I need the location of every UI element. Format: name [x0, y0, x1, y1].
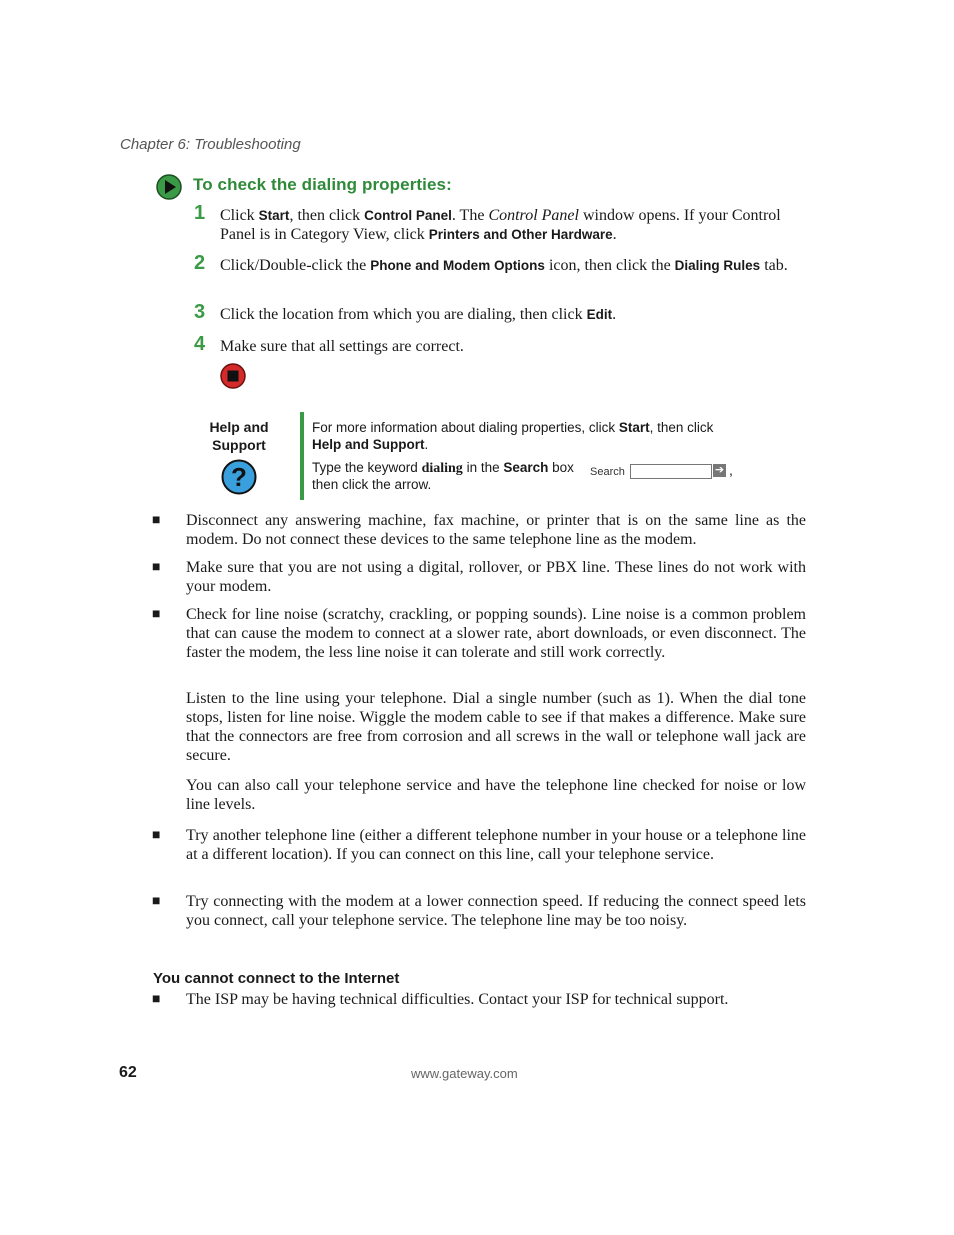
stop-icon	[220, 363, 246, 389]
search-label: Search	[590, 466, 625, 478]
page-number: 62	[119, 1064, 137, 1081]
step-text: Click Start, then click Control Panel. The Control Panel window opens. If your Control Panel is in Category View, click Printers and Other Hardware.	[220, 207, 781, 243]
step-number: 4	[194, 333, 206, 355]
step-number: 3	[194, 301, 206, 323]
bullet-icon: ■	[152, 894, 161, 909]
list-item: Check for line noise (scratchy, crackling, or popping sounds). Line noise is a common problem that can cause the modem to connect at a slower rate, abort downloads, or even disconnect. The faster the modem, the less line noise it can tolerate and still work correctly.	[186, 606, 806, 661]
bullet-icon: ■	[152, 607, 161, 622]
list-item: Try another telephone line (either a different telephone number in your house or a telephone line at a different location). If you can connect on this line, call your telephone service.	[186, 827, 806, 863]
punctuation: ,	[729, 462, 733, 478]
help-text-line: For more information about dialing properties, click Start, then click	[312, 420, 714, 435]
bullet-icon: ■	[152, 992, 161, 1007]
list-item: Disconnect any answering machine, fax machine, or printer that is on the same line as the modem. Do not connect these devices to the same telephone line as the modem.	[186, 512, 806, 548]
footer-url: www.gateway.com	[411, 1066, 518, 1081]
help-support-label: Help and Support	[209, 419, 269, 453]
bullet-icon: ■	[152, 513, 161, 528]
step-number: 2	[194, 252, 206, 274]
section-heading: You cannot connect to the Internet	[153, 970, 400, 987]
step-text: Click the location from which you are dialing, then click Edit.	[220, 306, 617, 323]
help-text-line: Help and Support.	[312, 437, 429, 452]
list-item: Try connecting with the modem at a lower connection speed. If reducing the connect speed lets you connect, call your telephone service. The telephone line may be too noisy.	[186, 893, 806, 929]
help-text-line: Type the keyword dialing in the Search box	[312, 460, 574, 476]
list-item: Make sure that you are not using a digital, rollover, or PBX line. These lines do not work with your modem.	[186, 559, 806, 595]
paragraph: Listen to the line using your telephone. Dial a single number (such as 1). When the dial tone stops, listen for line noise. Wiggle the modem cable to see if that makes a difference. Make sure that the connectors are free from corrosion and all screws in the wall or telephone wall jack are secure.	[186, 690, 806, 764]
callout-divider	[300, 412, 304, 500]
step-number: 1	[194, 202, 206, 224]
list-item: The ISP may be having technical difficulties. Contact your ISP for technical support.	[186, 991, 729, 1008]
bullet-icon: ■	[152, 560, 161, 575]
svg-text:?: ?	[231, 462, 247, 492]
search-arrow-icon[interactable]: ➔	[714, 464, 725, 476]
step-text: Make sure that all settings are correct.	[220, 338, 464, 355]
running-head: Chapter 6: Troubleshooting	[120, 136, 301, 153]
step-text: Click/Double-click the Phone and Modem Options icon, then click the Dialing Rules tab.	[220, 257, 788, 274]
help-question-icon	[221, 459, 257, 495]
play-arrow-icon	[156, 174, 182, 200]
help-text-line: then click the arrow.	[312, 477, 432, 492]
procedure-title: To check the dialing properties:	[193, 175, 452, 194]
paragraph: You can also call your telephone service and have the telephone line checked for noise or low line levels.	[186, 777, 806, 813]
bullet-icon: ■	[152, 828, 161, 843]
